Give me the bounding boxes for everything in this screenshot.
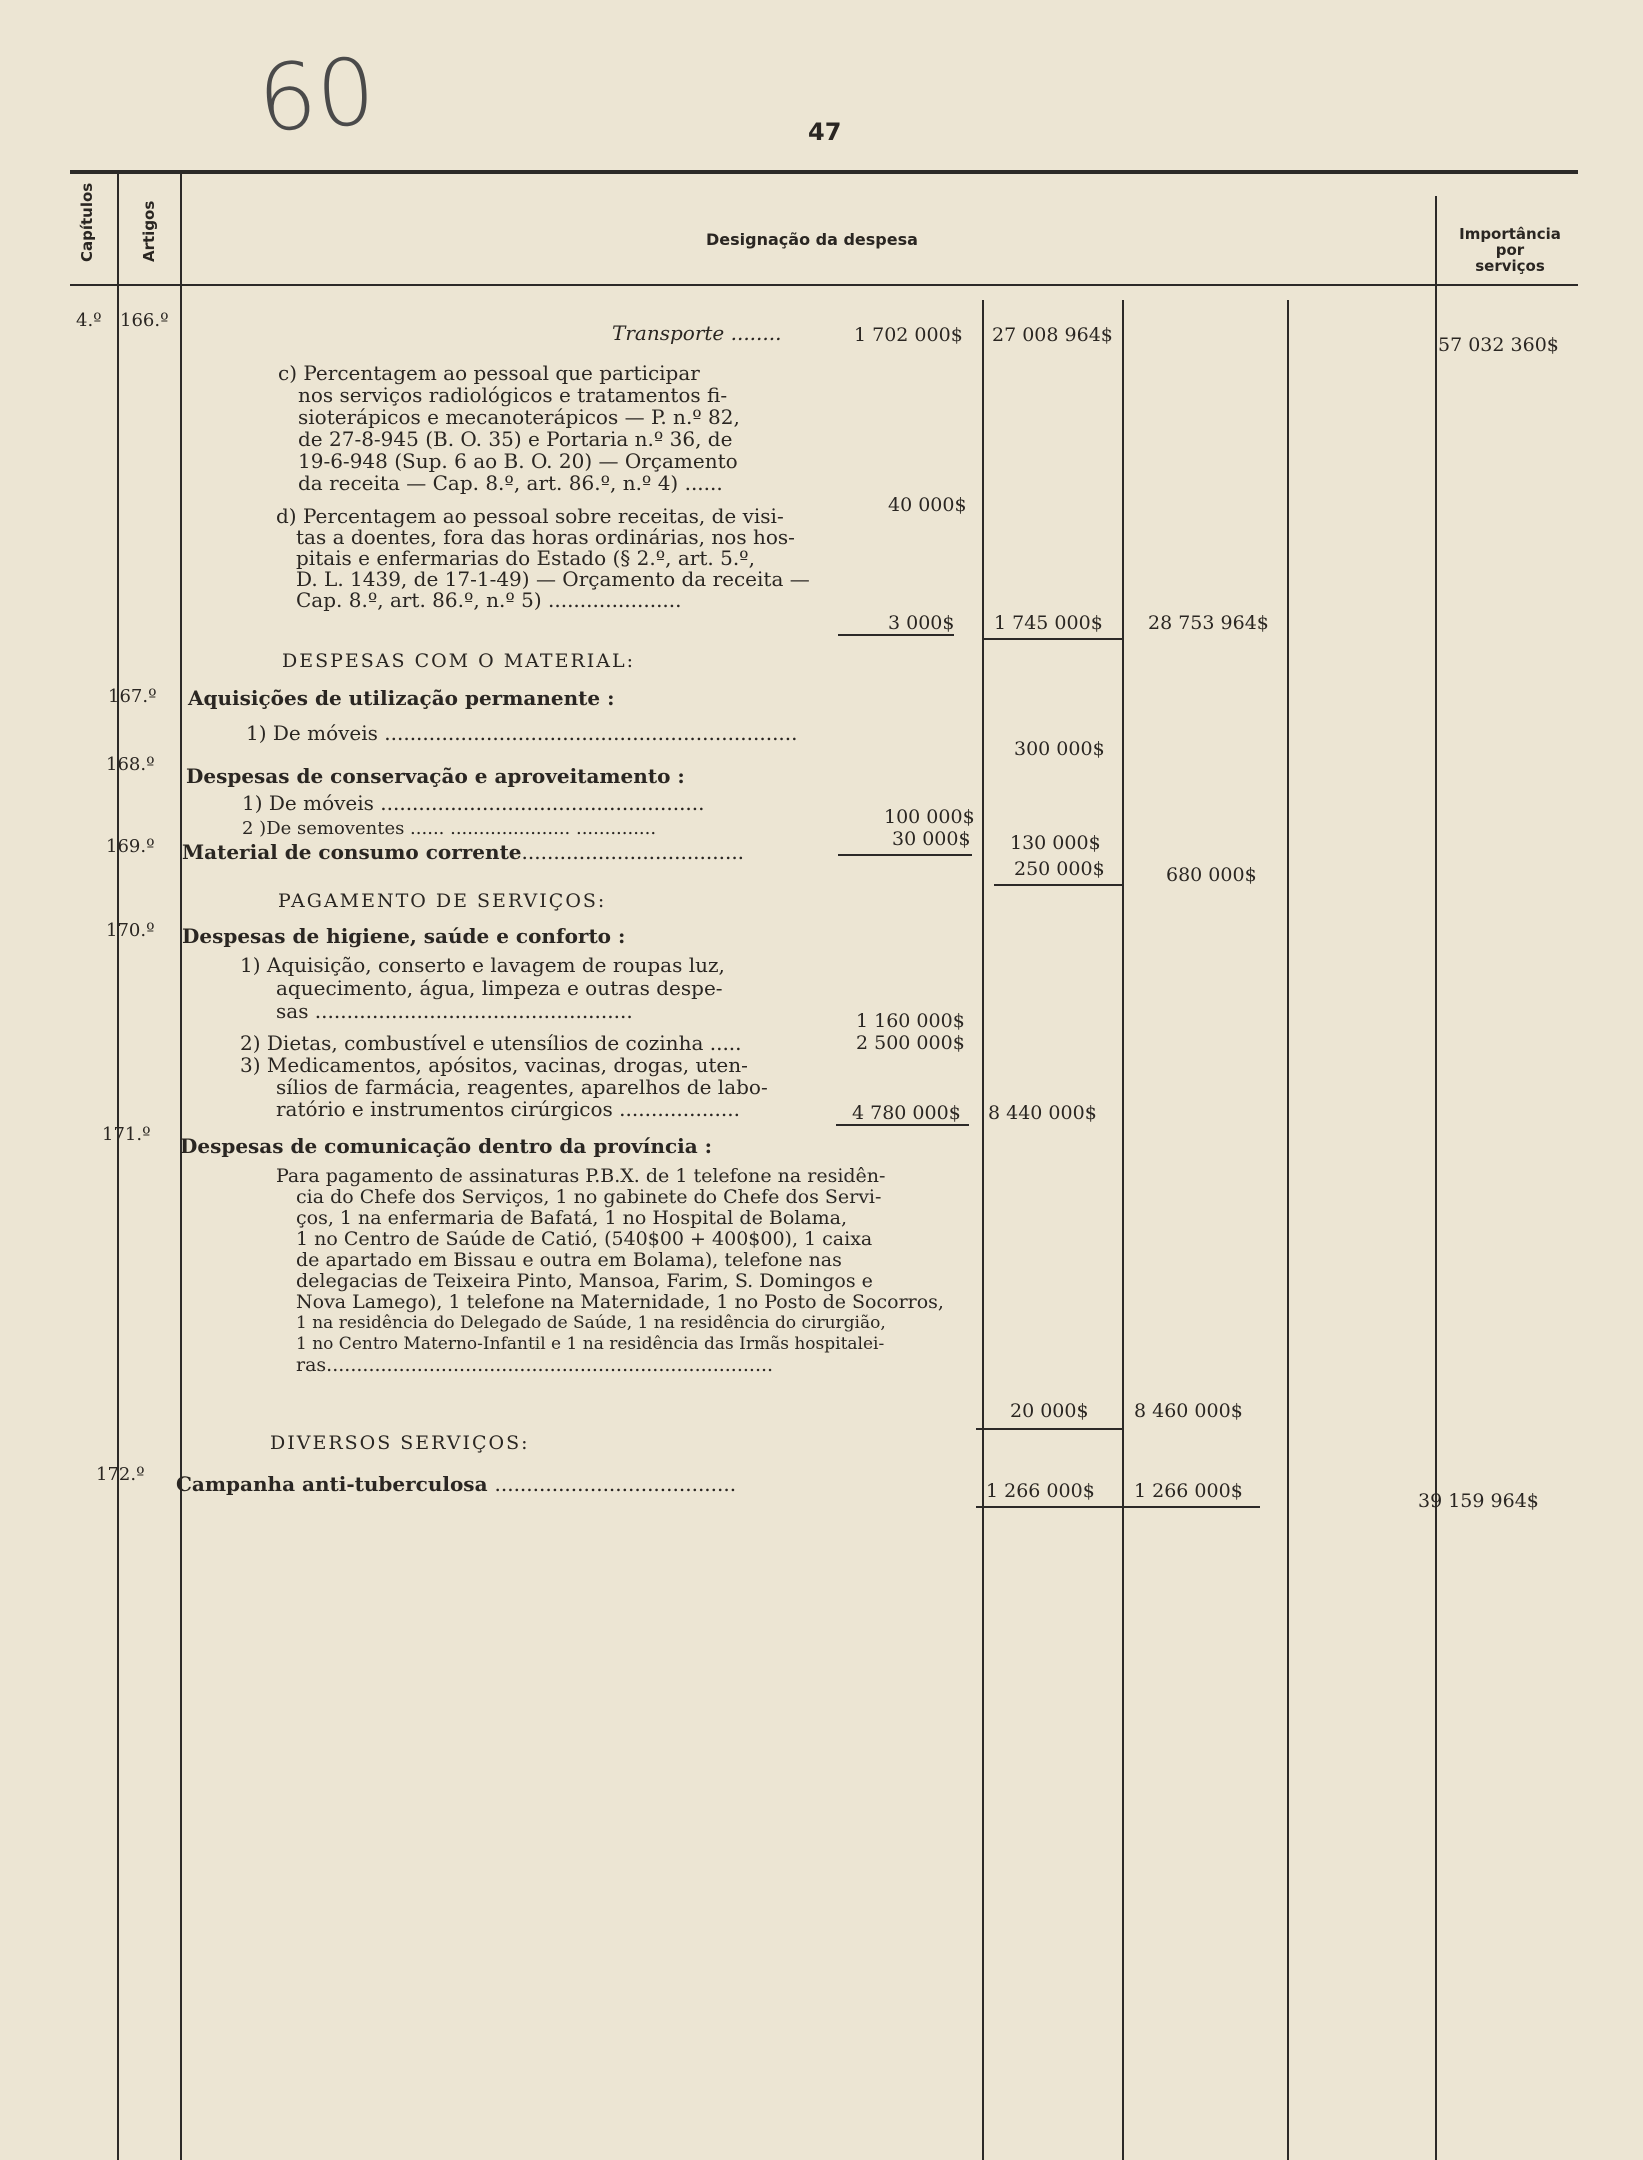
- text-line: 3) Medicamentos, apósitos, vacinas, drogas, uten-: [240, 1053, 748, 1077]
- subtotal-rule: [1120, 1506, 1260, 1508]
- handwritten-page-number: 60: [254, 38, 379, 153]
- subtotal-rule: [838, 854, 972, 856]
- artigo-169-value: 250 000$: [1014, 858, 1105, 880]
- text-line: 1) Aquisição, conserto e lavagem de roupas luz,: [240, 953, 725, 977]
- text-line: 1 na residência do Delegado de Saúde, 1 na residência do cirurgião,: [296, 1313, 886, 1333]
- artigo-171-title: Despesas de comunicação dentro da província :: [180, 1134, 713, 1158]
- transporte-col1: 1 702 000$: [854, 324, 963, 346]
- leader-dots: ......................................: [494, 1472, 737, 1496]
- text-line: 1 no Centro de Saúde de Catió, (540$00 + 400$00), 1 caixa: [296, 1228, 873, 1250]
- text-line: de apartado em Bissau e outra em Bolama), telefone nas: [296, 1249, 842, 1271]
- transporte-label: Transporte ........: [612, 321, 782, 345]
- section-pagamento-servicos: PAGAMENTO DE SERVIÇOS:: [278, 890, 607, 912]
- text-line: delegacias de Teixeira Pinto, Mansoa, Farim, S. Domingos e: [296, 1270, 873, 1292]
- text-line: ços, 1 na enfermaria de Bafatá, 1 no Hospital de Bolama,: [296, 1207, 848, 1229]
- text-line: ratório e instrumentos cirúrgicos ...................: [276, 1097, 740, 1121]
- artigo-168-item-2: 2 )De semoventes ...... ..................... ..............: [242, 818, 657, 839]
- header-importancia-line: serviços: [1475, 257, 1545, 275]
- header-designacao: Designação da despesa: [706, 230, 918, 249]
- text-line: d) Percentagem ao pessoal sobre receitas, de visi-: [276, 504, 784, 528]
- header-artigos: Artigos: [140, 200, 158, 262]
- artigo-168-total: 130 000$: [1010, 832, 1101, 854]
- item-d-col3: 28 753 964$: [1148, 612, 1269, 634]
- artigo-172: 172.º: [96, 1464, 145, 1485]
- table-top-rule: [70, 170, 1578, 174]
- material-total: 680 000$: [1166, 864, 1257, 886]
- text-line: Nova Lamego), 1 telefone na Maternidade, 1 no Posto de Socorros,: [296, 1291, 944, 1313]
- header-bottom-rule: [70, 284, 1578, 286]
- artigo-170-total: 8 440 000$: [988, 1102, 1097, 1124]
- text-line: 19-6-948 (Sup. 6 ao B. O. 20) — Orçamento: [298, 449, 738, 473]
- artigo-170-item-3-value: 4 780 000$: [836, 1102, 969, 1126]
- item-d-text: [276, 506, 810, 611]
- col-divider: [1287, 300, 1289, 2160]
- artigo-168-item-1-value: 100 000$: [884, 806, 975, 828]
- transporte-col2: 27 008 964$: [992, 324, 1113, 346]
- artigo-171: 171.º: [102, 1124, 151, 1145]
- col-divider: [1435, 196, 1437, 2160]
- text-line: aquecimento, água, limpeza e outras despe-: [276, 976, 723, 1000]
- section-diversos-servicos: DIVERSOS SERVIÇOS:: [270, 1432, 530, 1454]
- artigo-167: 167.º: [108, 686, 157, 707]
- artigo-172-title: [176, 1472, 736, 1496]
- artigo-168-item-1: 1) De móveis ...................................................: [242, 791, 705, 815]
- artigo-172-col3: 1 266 000$: [1134, 1480, 1243, 1502]
- item-c-text: [278, 362, 740, 494]
- artigo-170-item-2-value: 2 500 000$: [856, 1032, 965, 1054]
- section-despesas-material: DESPESAS COM O MATERIAL:: [282, 650, 636, 672]
- leader-dots: ...................................: [521, 840, 745, 864]
- pagamento-total: 8 460 000$: [1134, 1400, 1243, 1422]
- artigo-170-item-2: 2) Dietas, combustível e utensílios de cozinha .....: [240, 1031, 742, 1055]
- text-line: ras..........................................................................: [296, 1354, 774, 1376]
- subtotal-rule: [976, 1506, 1124, 1508]
- col-divider: [180, 170, 182, 2160]
- subtotal-rule: [994, 884, 1122, 886]
- artigo-169: 169.º: [106, 836, 155, 857]
- header-importancia-line: Importância: [1459, 225, 1561, 243]
- artigo-170: 170.º: [106, 920, 155, 941]
- transporte-col5: 57 032 360$: [1438, 334, 1559, 356]
- artigo-169-title-text: Material de consumo corrente: [182, 840, 522, 864]
- artigo-171-value: 20 000$: [1010, 1400, 1089, 1422]
- text-line: sioterápicos e mecanoterápicos — P. n.º 82,: [298, 405, 740, 429]
- text-line: c) Percentagem ao pessoal que participar: [278, 361, 700, 385]
- col-divider: [1122, 300, 1124, 2160]
- artigo-172-title-text: Campanha anti-tuberculosa: [176, 1472, 488, 1496]
- text-line: D. L. 1439, de 17-1-49) — Orçamento da receita —: [296, 567, 810, 591]
- item-d-col1: 3 000$: [838, 612, 954, 636]
- subtotal-rule: [976, 1428, 1124, 1430]
- header-importancia: [1440, 226, 1580, 274]
- capitulo-number: 4.º: [76, 310, 102, 331]
- text-line: sílios de farmácia, reagentes, aparelhos de labo-: [276, 1075, 768, 1099]
- text-line: pitais e enfermarias do Estado (§ 2.º, art. 5.º,: [296, 546, 755, 570]
- artigo-166: 166.º: [120, 310, 169, 331]
- col-divider: [982, 300, 984, 2160]
- header-importancia-line: por: [1495, 241, 1525, 259]
- artigo-169-title: [182, 840, 744, 864]
- text-line: da receita — Cap. 8.º, art. 86.º, n.º 4) ......: [298, 471, 723, 495]
- subtotal-rule: [984, 638, 1124, 640]
- artigo-168-item-2-value: 30 000$: [892, 828, 971, 850]
- artigo-172-col2: 1 266 000$: [986, 1480, 1095, 1502]
- artigo-167-title: Aquisições de utilização permanente :: [188, 686, 615, 710]
- grand-total: 39 159 964$: [1418, 1490, 1539, 1512]
- text-line: tas a doentes, fora das horas ordinárias, nos hos-: [296, 525, 795, 549]
- text-line: 1 no Centro Materno-Infantil e 1 na residência das Irmãs hospitalei-: [296, 1334, 885, 1354]
- artigo-168-title: Despesas de conservação e aproveitamento :: [186, 764, 685, 788]
- text-line: de 27-8-945 (B. O. 35) e Portaria n.º 36, de: [298, 427, 733, 451]
- item-d-col2: 1 745 000$: [994, 612, 1103, 634]
- artigo-170-item-3: [240, 1054, 768, 1120]
- text-line: sas ..................................................: [276, 999, 633, 1023]
- text-line: nos serviços radiológicos e tratamentos fi-: [298, 383, 728, 407]
- item-c-value: 40 000$: [888, 494, 967, 516]
- text-line: Para pagamento de assinaturas P.B.X. de 1 telefone na residên-: [276, 1165, 886, 1187]
- artigo-170-item-1: [240, 954, 725, 1023]
- text-line: Cap. 8.º, art. 86.º, n.º 5) .....................: [296, 588, 682, 612]
- artigo-170-item-1-value: 1 160 000$: [856, 1010, 965, 1032]
- page-number: 47: [808, 118, 842, 146]
- artigo-171-text: [276, 1166, 944, 1376]
- col-divider: [117, 170, 119, 2160]
- artigo-170-title: Despesas de higiene, saúde e conforto :: [182, 924, 626, 948]
- header-capitulos: Capítulos: [78, 182, 96, 262]
- artigo-168: 168.º: [106, 754, 155, 775]
- text-line: cia do Chefe dos Serviços, 1 no gabinete do Chefe dos Servi-: [296, 1186, 882, 1208]
- artigo-167-value: 300 000$: [1014, 738, 1105, 760]
- artigo-167-item: 1) De móveis .................................................................: [246, 721, 798, 745]
